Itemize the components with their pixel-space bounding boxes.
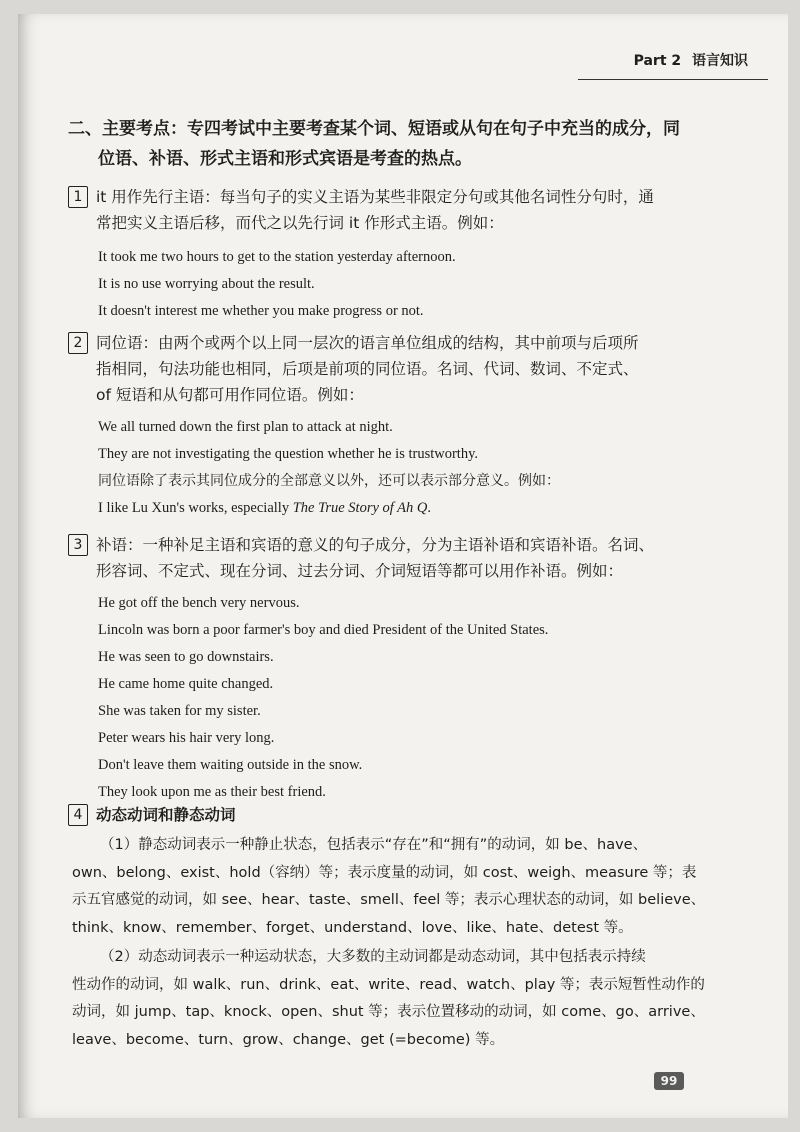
example-sentence: Don't leave them waiting outside in the snow. bbox=[98, 757, 363, 773]
item-title: 动态动词和静态动词 bbox=[96, 806, 236, 824]
running-head bbox=[578, 50, 768, 80]
book-page bbox=[18, 14, 788, 1118]
note-line: 同位语除了表示其同位成分的全部意义以外，还可以表示部分意义。例如： bbox=[98, 473, 560, 489]
example-sentence: Lincoln was born a poor farmer's boy and died President of the United States. bbox=[98, 622, 549, 638]
example-sentence: It doesn't interest me whether you make progress or not. bbox=[98, 303, 424, 319]
item-dynamic-static-verbs bbox=[68, 802, 713, 1054]
book-title: The True Story of Ah Q bbox=[292, 500, 428, 516]
item-appositive bbox=[68, 330, 708, 522]
item-text-line: 指相同，句法功能也相同，后项是前项的同位语。名词、代词、数词、不定式、 bbox=[96, 360, 639, 378]
part-label: Part 2 bbox=[633, 53, 682, 69]
example-sentence: Peter wears his hair very long. bbox=[98, 730, 275, 746]
example-sentence: It is no use worrying about the result. bbox=[98, 276, 315, 292]
example-sentence: I like Lu Xun's works, especially The True Story of Ah Q. bbox=[98, 500, 431, 516]
section-heading-line: 位语、补语、形式主语和形式宾语是考查的热点。 bbox=[98, 149, 472, 169]
subject-label: 语言知识 bbox=[692, 53, 748, 69]
item-text-line: 常把实义主语后移，而代之以先行词 it 作形式主语。例如： bbox=[96, 214, 504, 232]
page-number: 99 bbox=[654, 1072, 684, 1090]
example-sentence: They look upon me as their best friend. bbox=[98, 784, 326, 800]
item-text-line: it 用作先行主语：每当句子的实义主语为某些非限定分句或其他名词性分句时，通 bbox=[96, 188, 654, 206]
item-complement bbox=[68, 532, 708, 806]
item-text-line: of 短语和从句都可用作同位语。例如： bbox=[96, 386, 364, 404]
item-text-line: 形容词、不定式、现在分词、过去分词、介词短语等都可以用作补语。例如： bbox=[96, 562, 624, 580]
item-number-box: 2 bbox=[68, 332, 88, 354]
example-sentence: She was taken for my sister. bbox=[98, 703, 261, 719]
example-sentence: He was seen to go downstairs. bbox=[98, 649, 274, 665]
example-sentence: We all turned down the first plan to attack at night. bbox=[98, 419, 393, 435]
paragraph-dynamic-verbs: （2）动态动词表示一种运动状态，大多数的主动词都是动态动词，其中包括表示持续 性动作的动词，如 walk、run、drink、eat、write、read、watch、play 等；表示短暂性动作的 动词，如 jump、tap、knock、open、shut 等；表示位置移动的动词，如 come、go、arrive、 leave、become、turn、grow、change、get (=become) 等。 bbox=[72, 949, 705, 1048]
item-number-box: 1 bbox=[68, 186, 88, 208]
example-sentence: He came home quite changed. bbox=[98, 676, 274, 692]
example-sentence: He got off the bench very nervous. bbox=[98, 595, 300, 611]
example-sentence: They are not investigating the question whether he is trustworthy. bbox=[98, 446, 479, 462]
item-text-line: 补语：一种补足主语和宾语的意义的句子成分，分为主语补语和宾语补语。名词、 bbox=[96, 536, 655, 554]
section-heading bbox=[68, 114, 708, 174]
example-sentence: It took me two hours to get to the station yesterday afternoon. bbox=[98, 249, 456, 265]
item-it-anticipatory-subject bbox=[68, 184, 708, 325]
item-number-box: 3 bbox=[68, 534, 88, 556]
item-number-box: 4 bbox=[68, 804, 88, 826]
item-text-line: 同位语：由两个或两个以上同一层次的语言单位组成的结构，其中前项与后项所 bbox=[96, 334, 639, 352]
paragraph-static-verbs: （1）静态动词表示一种静止状态，包括表示“存在”和“拥有”的动词，如 be、have、 own、belong、exist、hold（容纳）等；表示度量的动词，如 cost、weigh、measure 等；表 示五官感觉的动词，如 see、hear、taste、smell、feel 等；表示心理状态的动词，如 believe、 think、know、remember、forget、understand、love、like、hate、detest 等。 bbox=[72, 837, 706, 936]
section-heading-line: 二、主要考点：专四考试中主要考查某个词、短语或从句在句子中充当的成分，同 bbox=[68, 119, 680, 139]
